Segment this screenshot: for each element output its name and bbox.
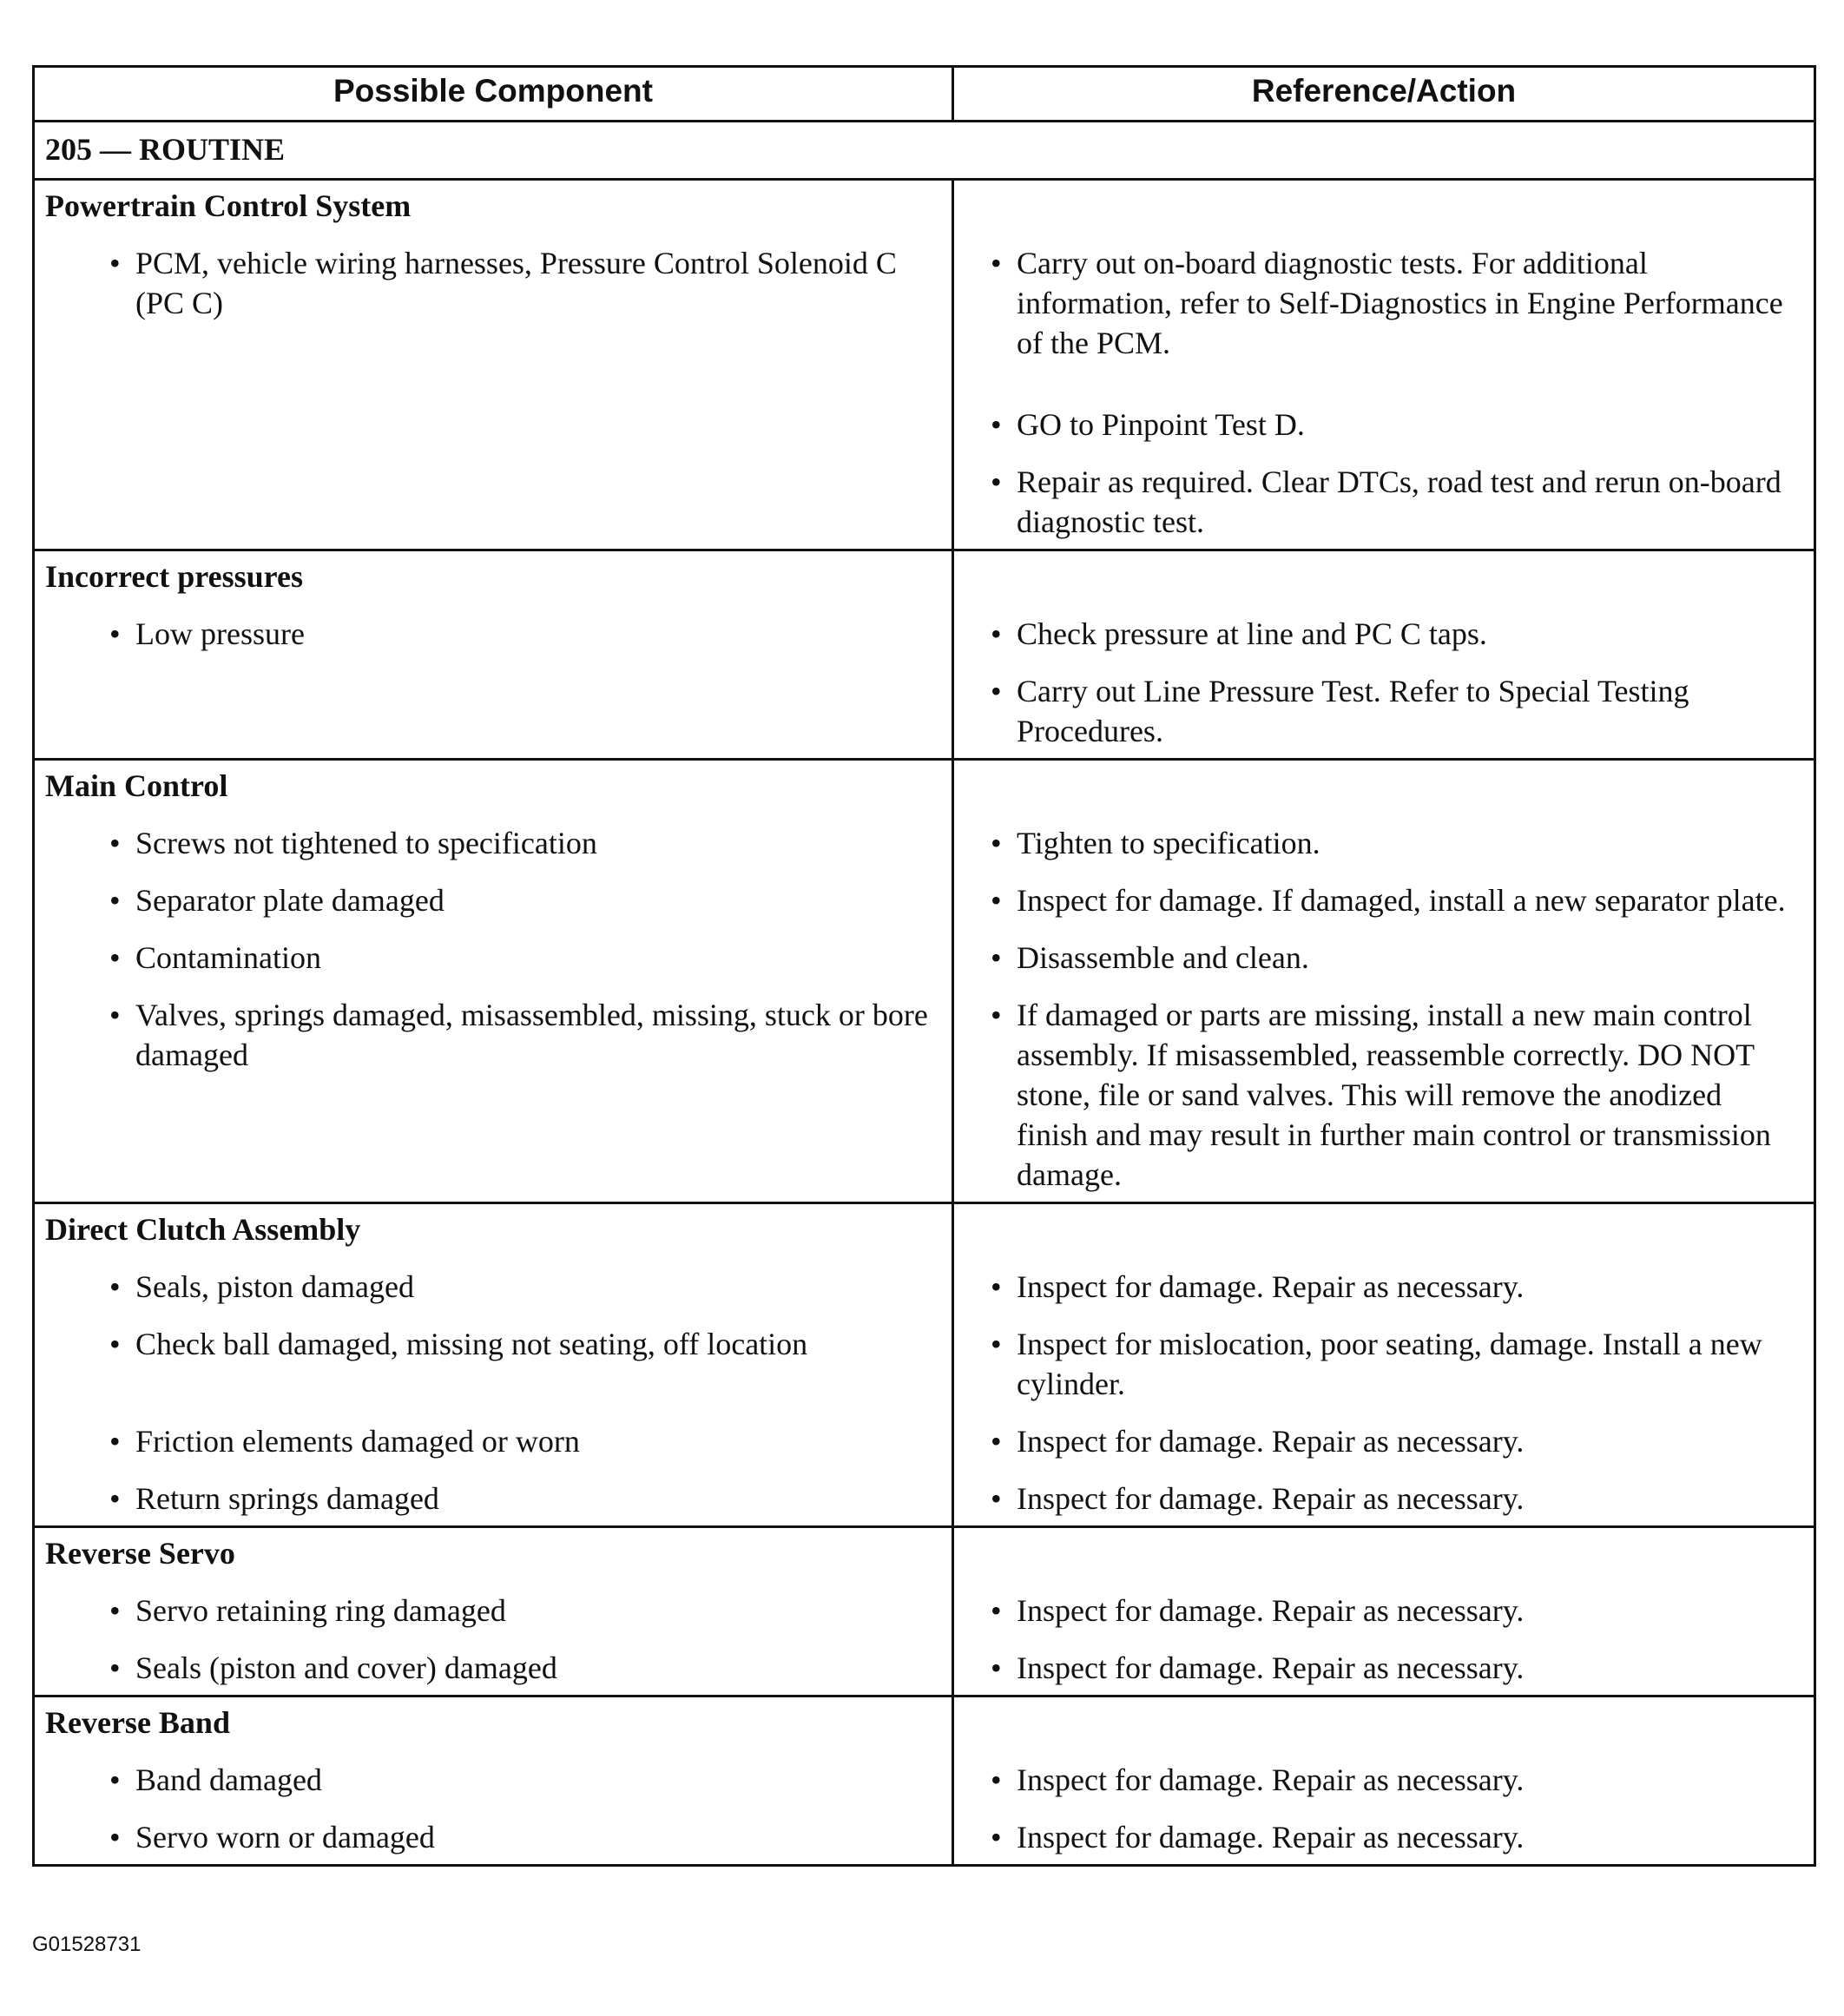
category-heading: Powertrain Control System: [45, 188, 412, 223]
document-page: [32, 65, 1814, 1867]
bullet-item: [965, 243, 1803, 363]
bullet-text: Contamination: [135, 940, 321, 975]
bullet-item: [965, 823, 1803, 863]
bullet-item: [45, 1648, 941, 1688]
bullet-text: Friction elements damaged or worn: [135, 1424, 580, 1459]
bullet-item: [965, 880, 1803, 920]
bullet-item: [45, 1421, 941, 1461]
bullet-text: Check ball damaged, missing not seating, off location: [135, 1327, 808, 1361]
component-cell: [34, 180, 953, 550]
bullet-text: Inspect for damage. Repair as necessary.: [1017, 1481, 1525, 1516]
component-cell: [34, 1527, 953, 1696]
bullet-icon: •: [109, 1650, 121, 1685]
bullet-text: Check pressure at line and PC C taps.: [1017, 616, 1487, 651]
bullet-icon: •: [991, 1593, 1002, 1628]
bullet-item: [45, 823, 941, 863]
bullet-icon: •: [991, 616, 1002, 651]
bullet-text: Inspect for mislocation, poor seating, damage. Install a new cylinder.: [1017, 1327, 1762, 1401]
bullet-item: [45, 1817, 941, 1857]
section-row: [34, 550, 1815, 760]
bullet-item: [45, 243, 941, 323]
bullet-text: Servo worn or damaged: [135, 1820, 435, 1855]
section-row: [34, 1527, 1815, 1696]
bullet-item: [965, 1421, 1803, 1461]
bullet-icon: •: [991, 1269, 1002, 1304]
bullet-icon: •: [109, 826, 121, 860]
bullet-icon: •: [991, 674, 1002, 708]
bullet-icon: •: [991, 1424, 1002, 1459]
heading-spacer: [965, 186, 1803, 243]
bullet-text: Inspect for damage. If damaged, install a new separator plate.: [1017, 883, 1786, 918]
heading-spacer: [965, 766, 1803, 823]
bullet-item: [965, 1760, 1803, 1800]
bullet-item: [45, 1760, 941, 1800]
bullet-text: Inspect for damage. Repair as necessary.: [1017, 1762, 1525, 1797]
bullet-text: Tighten to specification.: [1017, 826, 1320, 860]
bullet-text: PCM, vehicle wiring harnesses, Pressure Control Solenoid C (PC C): [135, 246, 897, 320]
bullet-icon: •: [991, 407, 1002, 442]
heading-spacer: [965, 1533, 1803, 1591]
bullet-icon: •: [109, 1327, 121, 1361]
heading-spacer: [965, 1209, 1803, 1267]
bullet-item: [45, 1267, 941, 1307]
category-heading: Reverse Servo: [45, 1536, 235, 1571]
bullet-icon: •: [109, 616, 121, 651]
bullet-text: Carry out on-board diagnostic tests. For additional information, refer to Self-Diagnostics in Engine Performance of the PCM.: [1017, 246, 1783, 360]
bullet-icon: •: [991, 464, 1002, 499]
component-cell: [34, 550, 953, 760]
bullet-text: Inspect for damage. Repair as necessary.: [1017, 1650, 1525, 1685]
bullet-item: [965, 995, 1803, 1195]
bullet-item: [965, 405, 1803, 445]
bullet-icon: •: [991, 1481, 1002, 1516]
action-cell: [953, 1527, 1815, 1696]
bullet-text: Carry out Line Pressure Test. Refer to Special Testing Procedures.: [1017, 674, 1689, 748]
heading-spacer: [965, 1703, 1803, 1760]
bullet-icon: •: [991, 883, 1002, 918]
component-cell: [34, 1696, 953, 1866]
bullet-icon: •: [109, 246, 121, 280]
bullet-text: GO to Pinpoint Test D.: [1017, 407, 1305, 442]
figure-id: G01528731: [32, 1933, 142, 1956]
bullet-item: [965, 1591, 1803, 1631]
category-heading: Main Control: [45, 768, 228, 803]
routine-row: [34, 122, 1815, 180]
action-cell: [953, 180, 1815, 550]
category-heading: Reverse Band: [45, 1705, 230, 1740]
bullet-icon: •: [109, 1762, 121, 1797]
component-cell: [34, 760, 953, 1203]
bullet-item: [965, 671, 1803, 751]
bullet-text: Inspect for damage. Repair as necessary.: [1017, 1424, 1525, 1459]
bullet-text: Seals (piston and cover) damaged: [135, 1650, 557, 1685]
bullet-text: Disassemble and clean.: [1017, 940, 1309, 975]
component-cell: [34, 1203, 953, 1527]
bullet-icon: •: [109, 883, 121, 918]
bullet-item: [965, 462, 1803, 542]
bullet-icon: •: [991, 998, 1002, 1032]
bullet-text: If damaged or parts are missing, install a new main control assembly. If misassembled, reassemble correctly. DO NOT stone, file or sand valves. This will remove the anodized finish and may result in further main control or transmission damage.: [1017, 998, 1771, 1192]
bullet-text: Inspect for damage. Repair as necessary.: [1017, 1269, 1525, 1304]
bullet-item: [965, 614, 1803, 654]
bullet-text: Inspect for damage. Repair as necessary.: [1017, 1593, 1525, 1628]
bullet-item: [45, 1479, 941, 1519]
bullet-text: Valves, springs damaged, misassembled, missing, stuck or bore damaged: [135, 998, 928, 1072]
action-cell: [953, 550, 1815, 760]
action-cell: [953, 1696, 1815, 1866]
bullet-text: Screws not tightened to specification: [135, 826, 597, 860]
bullet-text: Low pressure: [135, 616, 305, 651]
column-header-component: Possible Component: [34, 67, 953, 122]
bullet-icon: •: [991, 1762, 1002, 1797]
bullet-item: [965, 1648, 1803, 1688]
bullet-text: Inspect for damage. Repair as necessary.: [1017, 1820, 1525, 1855]
bullet-item: [965, 1267, 1803, 1307]
diagnostic-table: [32, 65, 1816, 1867]
action-cell: [953, 760, 1815, 1203]
bullet-item: [965, 1324, 1803, 1404]
bullet-text: Repair as required. Clear DTCs, road test and rerun on-board diagnostic test.: [1017, 464, 1781, 539]
bullet-item: [45, 938, 941, 978]
bullet-item: [965, 938, 1803, 978]
bullet-icon: •: [109, 998, 121, 1032]
section-row: [34, 1696, 1815, 1866]
bullet-item: [45, 1591, 941, 1631]
bullet-item: [45, 1324, 941, 1404]
bullet-icon: •: [991, 1327, 1002, 1361]
category-heading: Direct Clutch Assembly: [45, 1212, 361, 1247]
heading-spacer: [965, 557, 1803, 614]
bullet-icon: •: [991, 246, 1002, 280]
bullet-item: [965, 1479, 1803, 1519]
bullet-icon: •: [991, 1650, 1002, 1685]
bullet-text: Seals, piston damaged: [135, 1269, 414, 1304]
bullet-icon: •: [109, 1481, 121, 1516]
bullet-text: Return springs damaged: [135, 1481, 439, 1516]
bullet-item: [45, 614, 941, 654]
bullet-text: Separator plate damaged: [135, 883, 445, 918]
bullet-icon: •: [109, 940, 121, 975]
bullet-icon: •: [109, 1424, 121, 1459]
bullet-icon: •: [991, 826, 1002, 860]
bullet-text: Servo retaining ring damaged: [135, 1593, 506, 1628]
action-cell: [953, 1203, 1815, 1527]
header-row: [34, 67, 1815, 122]
bullet-icon: •: [109, 1593, 121, 1628]
bullet-icon: •: [991, 1820, 1002, 1855]
routine-label: 205 — ROUTINE: [34, 122, 1815, 180]
column-header-action: Reference/Action: [953, 67, 1815, 122]
section-row: [34, 760, 1815, 1203]
bullet-item: [965, 1817, 1803, 1857]
bullet-item: [45, 880, 941, 920]
section-row: [34, 1203, 1815, 1527]
bullet-icon: •: [109, 1269, 121, 1304]
bullet-item: [45, 995, 941, 1195]
bullet-icon: •: [109, 1820, 121, 1855]
bullet-icon: •: [991, 940, 1002, 975]
section-row: [34, 180, 1815, 550]
bullet-text: Band damaged: [135, 1762, 322, 1797]
category-heading: Incorrect pressures: [45, 559, 303, 594]
